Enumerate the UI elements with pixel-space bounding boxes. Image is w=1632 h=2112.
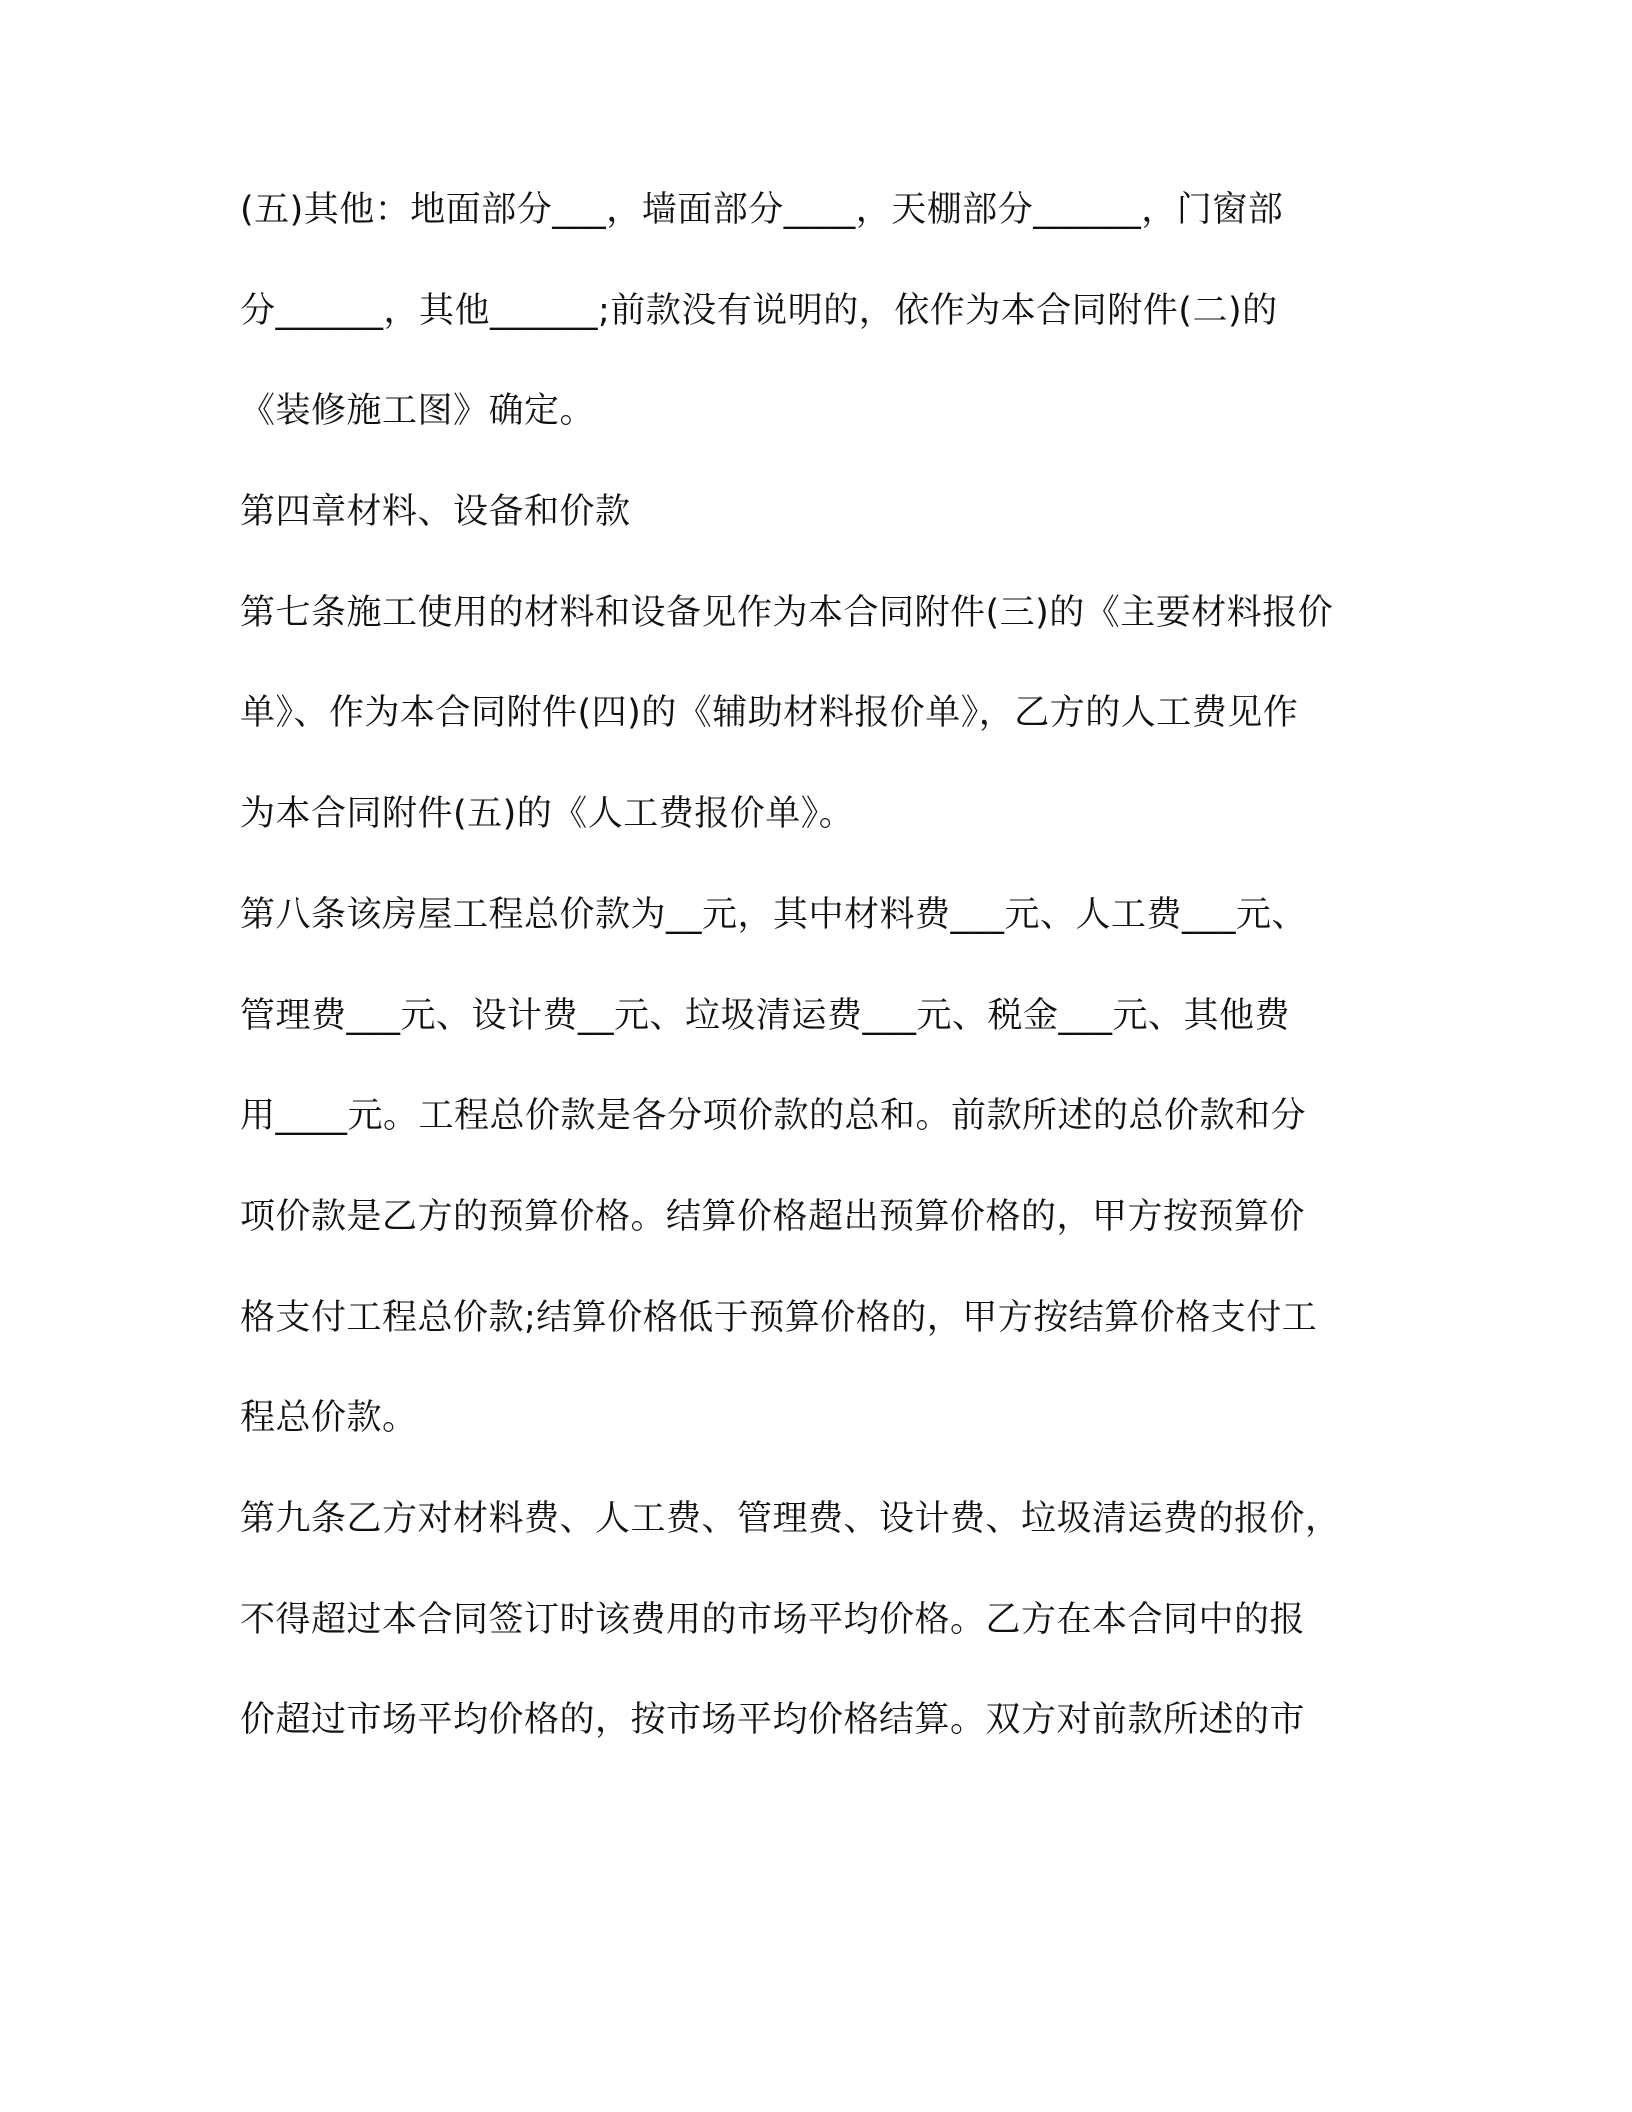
text-line: 用____元。工程总价款是各分项价款的总和。前款所述的总价款和分 [240,1096,1307,1137]
text-line: 程总价款。 [240,1398,418,1439]
text-line: 分______，其他______;前款没有说明的，依作为本合同附件(二)的 [240,290,1278,331]
text-line: 第七条施工使用的材料和设备见作为本合同附件(三)的《主要材料报价 [240,592,1334,633]
text-line: 为本合同附件(五)的《人工费报价单》。 [240,794,855,835]
text-line: 管理费___元、设计费__元、垃圾清运费___元、税金___元、其他费 [240,995,1291,1036]
text-line: 第九条乙方对材料费、人工费、管理费、设计费、垃圾清运费的报价， [240,1498,1341,1539]
text-line: 单》、作为本合同附件(四)的《辅助材料报价单》，乙方的人工费见作 [240,693,1299,734]
text-line: 项价款是乙方的预算价格。结算价格超出预算价格的，甲方按预算价 [240,1196,1306,1237]
chapter-heading: 第四章材料、设备和价款 [240,492,631,533]
text-line: (五)其他：地面部分___，墙面部分____，天棚部分______，门窗部 [240,190,1284,230]
text-line: 不得超过本合同签订时该费用的市场平均价格。乙方在本合同中的报 [240,1599,1306,1640]
text-line: 《装修施工图》确定。 [240,391,596,432]
text-line: 第八条该房屋工程总价款为__元，其中材料费___元、人工费___元、 [240,894,1308,935]
text-line: 格支付工程总价款;结算价格低于预算价格的，甲方按结算价格支付工 [240,1297,1318,1338]
text-line: 价超过市场平均价格的，按市场平均价格结算。双方对前款所述的市 [240,1700,1306,1741]
contract-text [240,186,1400,1797]
